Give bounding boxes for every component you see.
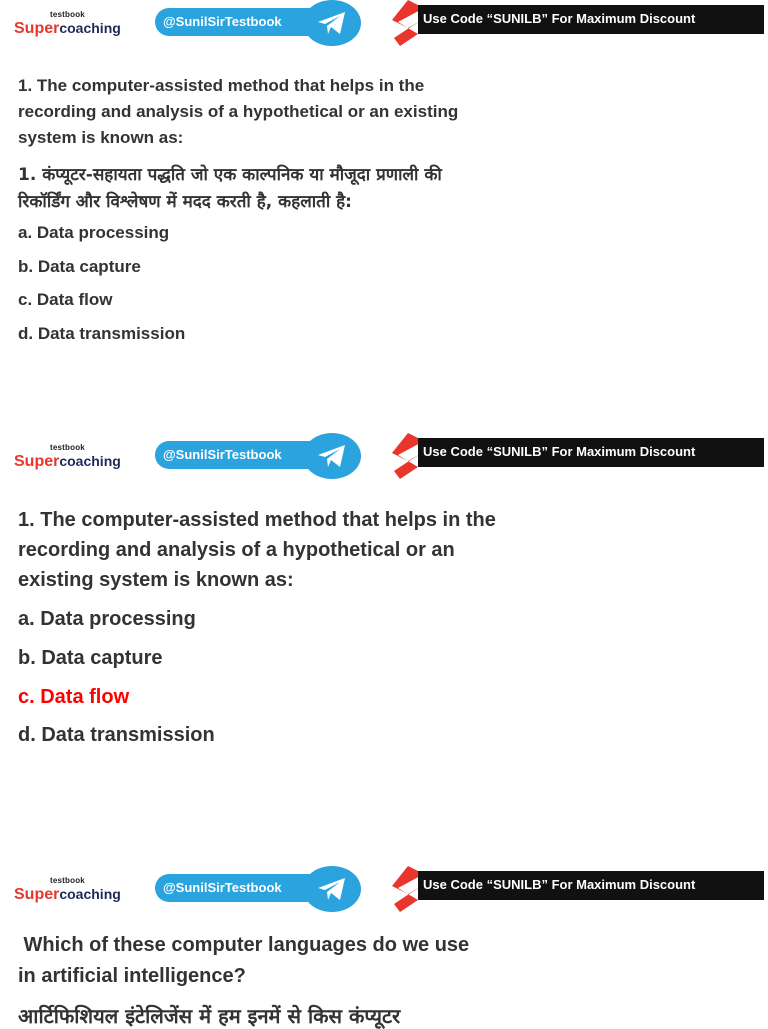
supercoaching-logo bbox=[14, 876, 124, 912]
question-hindi-line: आर्टिफिशियल इंटेलिजेंस में हम इनमें से किस कंप्यूटर bbox=[18, 1004, 401, 1028]
logo-small-text: testbook bbox=[50, 10, 85, 19]
promo-text: Use Code “SUNILB” For Maximum Discount bbox=[423, 11, 696, 26]
question-line: 1. The computer-assisted method that helps in the bbox=[18, 509, 496, 531]
logo-small-text: testbook bbox=[50, 443, 85, 452]
question-line: existing system is known as: bbox=[18, 569, 294, 591]
logo-main-text: Supercoaching bbox=[14, 20, 121, 37]
promo-text: Use Code “SUNILB” For Maximum Discount bbox=[423, 877, 696, 892]
supercoaching-logo bbox=[14, 10, 124, 46]
telegram-handle: @SunilSirTestbook bbox=[163, 14, 282, 29]
slide-header bbox=[0, 0, 768, 56]
question-hindi-line: रिकॉर्डिंग और विश्लेषण में मदद करती है, कहलाती है: bbox=[18, 192, 352, 212]
telegram-icon[interactable] bbox=[303, 433, 361, 479]
option-a: a. Data processing bbox=[18, 608, 196, 630]
logo-main-text: Supercoaching bbox=[14, 886, 121, 903]
logo-small-text: testbook bbox=[50, 876, 85, 885]
question-line: in artificial intelligence? bbox=[18, 965, 246, 987]
promo-text: Use Code “SUNILB” For Maximum Discount bbox=[423, 444, 696, 459]
telegram-handle: @SunilSirTestbook bbox=[163, 447, 282, 462]
promo-banner bbox=[418, 438, 764, 467]
logo-main-text: Supercoaching bbox=[14, 453, 121, 470]
option-c-correct-answer: c. Data flow bbox=[18, 686, 130, 708]
option-d: d. Data transmission bbox=[18, 324, 186, 343]
question-hindi-line: 1. कंप्यूटर-सहायता पद्धति जो एक काल्पनिक या मौजूदा प्रणाली की bbox=[18, 165, 442, 185]
option-c: c. Data flow bbox=[18, 290, 113, 309]
telegram-icon[interactable] bbox=[303, 0, 361, 46]
slide-3 bbox=[0, 866, 768, 1028]
option-b: b. Data capture bbox=[18, 647, 163, 669]
question-line: recording and analysis of a hypothetical or an existing bbox=[18, 102, 459, 121]
promo-banner bbox=[418, 871, 764, 900]
question-line: system is known as: bbox=[18, 128, 184, 147]
promo-banner bbox=[418, 5, 764, 34]
telegram-icon[interactable] bbox=[303, 866, 361, 912]
slide-header bbox=[0, 433, 768, 489]
question-line: recording and analysis of a hypothetical or an bbox=[18, 539, 455, 561]
telegram-handle: @SunilSirTestbook bbox=[163, 880, 282, 895]
slide-2 bbox=[0, 433, 768, 746]
option-d: d. Data transmission bbox=[18, 724, 215, 746]
supercoaching-logo bbox=[14, 443, 124, 479]
question-line: 1. The computer-assisted method that helps in the bbox=[18, 76, 425, 95]
slide-1 bbox=[0, 0, 768, 343]
slide-header bbox=[0, 866, 768, 922]
option-b: b. Data capture bbox=[18, 257, 141, 276]
option-a: a. Data processing bbox=[18, 223, 170, 242]
question-line: Which of these computer languages do we use bbox=[18, 934, 470, 956]
